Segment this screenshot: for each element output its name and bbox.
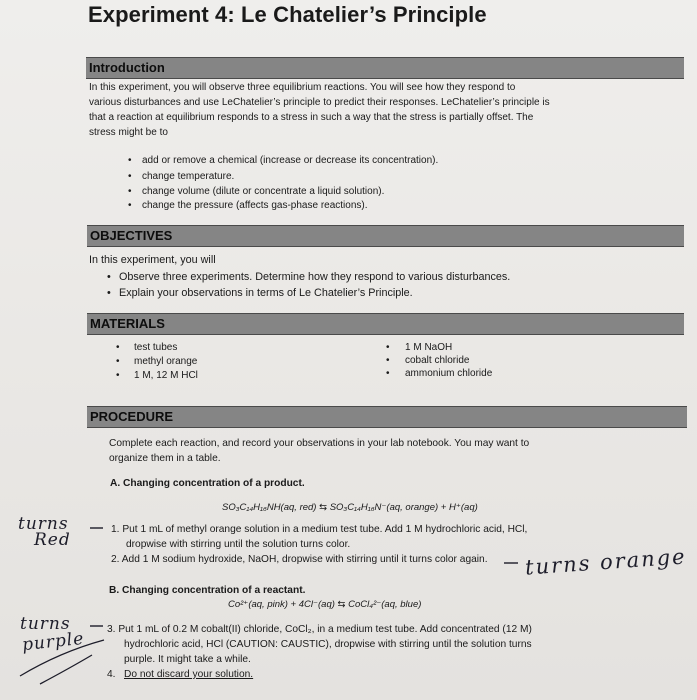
- intro-bullet: • change the pressure (affects gas-phase reactions).: [128, 200, 368, 211]
- material-item: • cobalt chloride: [386, 355, 470, 366]
- material-item: • 1 M, 12 M HCl: [116, 370, 198, 381]
- step-1-line-2: dropwise with stirring until the solution turns color.: [126, 539, 351, 550]
- page-title: Experiment 4: Le Chatelier’s Principle: [88, 2, 487, 27]
- step-3-line-1: 3. Put 1 mL of 0.2 M cobalt(II) chloride, CoCl₂, in a medium test tube. Add concentrated (12 M): [107, 624, 532, 635]
- handwritten-turns-orange: turns orange: [524, 544, 688, 580]
- step-3-line-2: hydrochloric acid, HCl (CAUTION: CAUSTIC), dropwise with stirring until the solution turns: [124, 639, 532, 650]
- procedure-intro-line: organize them in a table.: [109, 453, 221, 464]
- intro-line-2: various disturbances and use LeChatelier’s principle to predict their responses. LeChatelier’s principle is: [89, 97, 550, 108]
- step-1-line-1: 1. Put 1 mL of methyl orange solution in a medium test tube. Add 1 M hydrochloric acid, HCl,: [111, 524, 528, 535]
- part-b-title: B. Changing concentration of a reactant.: [109, 585, 306, 596]
- part-b-equation: Co²⁺(aq, pink) + 4Cl⁻(aq) ⇆ CoCl₄²⁻(aq, blue): [228, 599, 422, 610]
- objectives-intro: In this experiment, you will: [89, 254, 216, 266]
- handwritten-turns-purple-2: purple: [21, 628, 86, 656]
- handwritten-turns-purple-1: turns: [20, 614, 71, 634]
- intro-line-3: that a reaction at equilibrium responds to a stress in such a way that the stress is partially offset. The: [89, 112, 534, 123]
- procedure-heading: PROCEDURE: [87, 406, 687, 428]
- handwritten-turns-red-1: turns: [18, 514, 69, 534]
- material-item: • methyl orange: [116, 356, 198, 367]
- intro-line-4: stress might be to: [89, 127, 168, 138]
- procedure-intro-line: Complete each reaction, and record your observations in your lab notebook. You may want to: [109, 438, 530, 449]
- material-item: • ammonium chloride: [386, 368, 493, 379]
- step-2: 2. Add 1 M sodium hydroxide, NaOH, dropwise with stirring until it turns color again.: [111, 554, 488, 565]
- intro-bullet: • change temperature.: [128, 171, 235, 182]
- handwritten-turns-red-2: Red: [34, 530, 71, 550]
- objective-item: • Explain your observations in terms of Le Chatelier’s Principle.: [107, 287, 413, 299]
- intro-bullet: • add or remove a chemical (increase or decrease its concentration).: [128, 155, 439, 166]
- intro-line-1: In this experiment, you will observe three equilibrium reactions. You will see how they respond to: [89, 82, 516, 93]
- objectives-heading: OBJECTIVES: [87, 225, 684, 247]
- material-item: • 1 M NaOH: [386, 342, 453, 353]
- part-a-title: A. Changing concentration of a product.: [110, 478, 305, 489]
- part-a-equation: SO₃C₁₄H₁₆NH(aq, red) ⇆ SO₃C₁₄H₁₆N⁻(aq, orange) + H⁺(aq): [222, 502, 478, 513]
- material-item: • test tubes: [116, 342, 178, 353]
- materials-heading: MATERIALS: [87, 313, 684, 335]
- objective-item: • Observe three experiments. Determine how they respond to various disturbances.: [107, 271, 511, 283]
- intro-bullet: • change volume (dilute or concentrate a liquid solution).: [128, 186, 385, 197]
- step-4: 4. Do not discard your solution.: [107, 669, 254, 680]
- underline-stroke: [40, 655, 92, 684]
- introduction-heading: Introduction: [86, 57, 684, 79]
- step-3-line-3: purple. It might take a while.: [124, 654, 251, 665]
